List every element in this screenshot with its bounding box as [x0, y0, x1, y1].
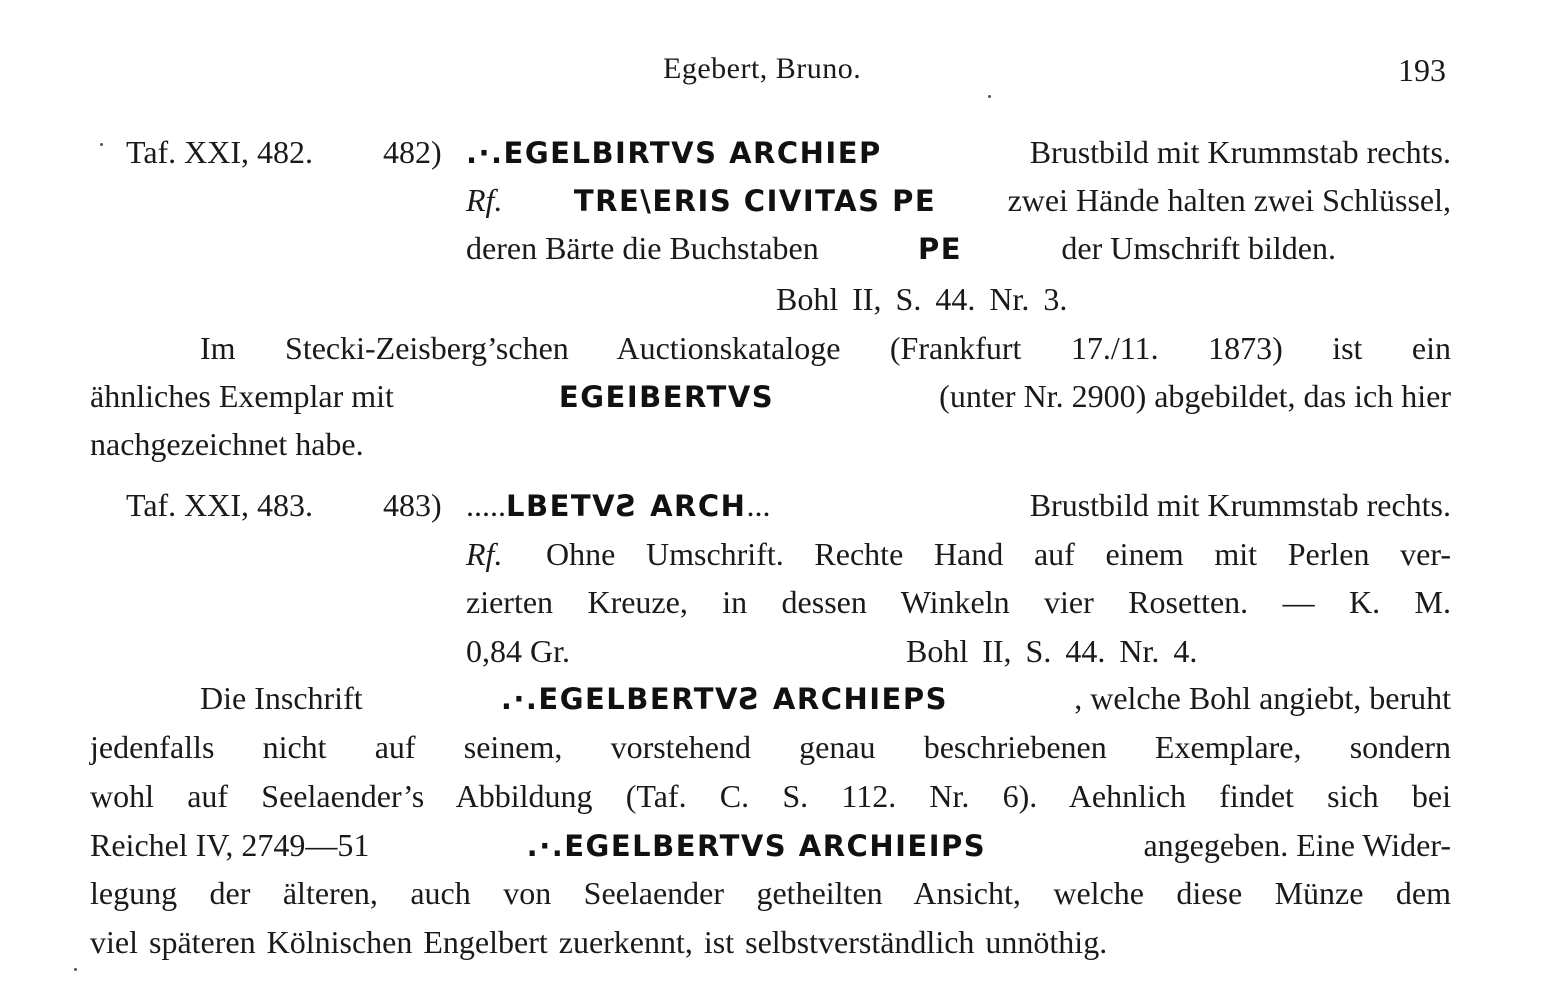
running-title: Egebert, Bruno. [663, 52, 862, 85]
entry-482-citation: Bohl II, S. 44. Nr. 3. [776, 281, 1068, 317]
para-2-line-4-text-a: Reichel IV, 2749—51 [90, 827, 370, 863]
para-2-line-3: wohl auf Seelaender’s Abbildung (Taf. C. S. 112. Nr. 6). Aehnlich findet sich bei [90, 778, 1451, 814]
obverse-legend: .·.EGELBIRTVS ARCHIEP [466, 136, 882, 170]
scan-speck [74, 968, 77, 971]
entry-483-description: Brustbild mit Krummstab rechts. [1029, 487, 1451, 523]
entry-483-reverse-marker: Rf. [466, 536, 503, 572]
entry-483-plate-ref: Taf. XXI, 483. [126, 487, 314, 523]
para-2-line-1-caps: .·.EGELBERTVƧ ARCHIEPS [500, 682, 948, 716]
reverse-legend: TRE\ERIS CIVITAS PE [573, 184, 937, 218]
obverse-description: Brustbild mit Krummstab rechts. [1029, 134, 1451, 170]
para-1-line-3: nachgezeichnet habe. [90, 426, 364, 462]
entry-483-line-2-text: Ohne Umschrift. Rechte Hand auf einem mit Perlen ver- [546, 536, 1451, 572]
para-2-line-1-text-a: Die Inschrift [200, 680, 363, 716]
entry-483-legend-post: ... [746, 487, 771, 523]
entry-483-weight: 0,84 Gr. [466, 633, 570, 669]
entry-482-line-3-caps: PE [918, 232, 963, 266]
para-2-line-6: viel späteren Kölnischen Engelbert zuerkennt, ist selbstverständlich unnöthig. [90, 924, 1108, 960]
para-1-line-2-text-a: ähnliches Exemplar mit [90, 378, 394, 414]
scan-speck [988, 95, 991, 98]
para-1-line-2 [90, 378, 1451, 415]
entry-482-plate-ref: Taf. XXI, 482. [126, 134, 314, 170]
entry-483-legend-group [466, 487, 770, 524]
entry-482-line-3 [466, 230, 1336, 267]
scan-speck [100, 143, 103, 146]
para-1-line-1: Im Stecki-Zeisberg’schen Auctionskataloge (Frankfurt 17./11. 1873) ist ein [200, 330, 1451, 366]
para-2-line-4 [90, 827, 1451, 864]
para-1-line-2-text-b: (unter Nr. 2900) abgebildet, das ich hier [939, 378, 1451, 414]
para-2-line-5: legung der älteren, auch von Seelaender getheilten Ansicht, welche diese Münze dem [90, 875, 1451, 911]
entry-483-citation: Bohl II, S. 44. Nr. 4. [906, 633, 1198, 669]
para-2-line-1-text-b: , welche Bohl angiebt, beruht [1074, 680, 1451, 716]
reverse-marker: Rf. [466, 182, 503, 218]
para-2-line-4-text-b: angegeben. Eine Wider- [1143, 827, 1451, 863]
entry-482-line-2 [466, 182, 1451, 219]
entry-483-line-3: zierten Kreuze, in dessen Winkeln vier Rosetten. — K. M. [466, 584, 1451, 620]
entry-483-number: 483) [383, 487, 442, 523]
entry-483-legend: LBETVƧ ARCH [506, 489, 747, 523]
entry-483-line-1 [466, 487, 1451, 524]
entry-483-legend-pre: ..... [466, 487, 506, 523]
entry-482-line-3-text-a: deren Bärte die Buchstaben [466, 230, 819, 266]
entry-483-line-2 [466, 536, 1451, 573]
page-number: 193 [1398, 52, 1446, 88]
entry-482-line-3-text-b: der Umschrift bilden. [1061, 230, 1336, 266]
para-2-line-1 [200, 680, 1451, 717]
reverse-description: zwei Hände halten zwei Schlüssel, [1007, 182, 1451, 218]
para-2-line-4-caps: .·.EGELBERTVS ARCHIEIPS [526, 829, 987, 863]
entry-482-line-1 [466, 134, 1451, 171]
para-1-line-2-caps: EGEIBERTVS [558, 380, 775, 414]
para-2-line-2: jedenfalls nicht auf seinem, vorstehend genau beschriebenen Exemplare, sondern [90, 729, 1451, 765]
entry-482-number: 482) [383, 134, 442, 170]
